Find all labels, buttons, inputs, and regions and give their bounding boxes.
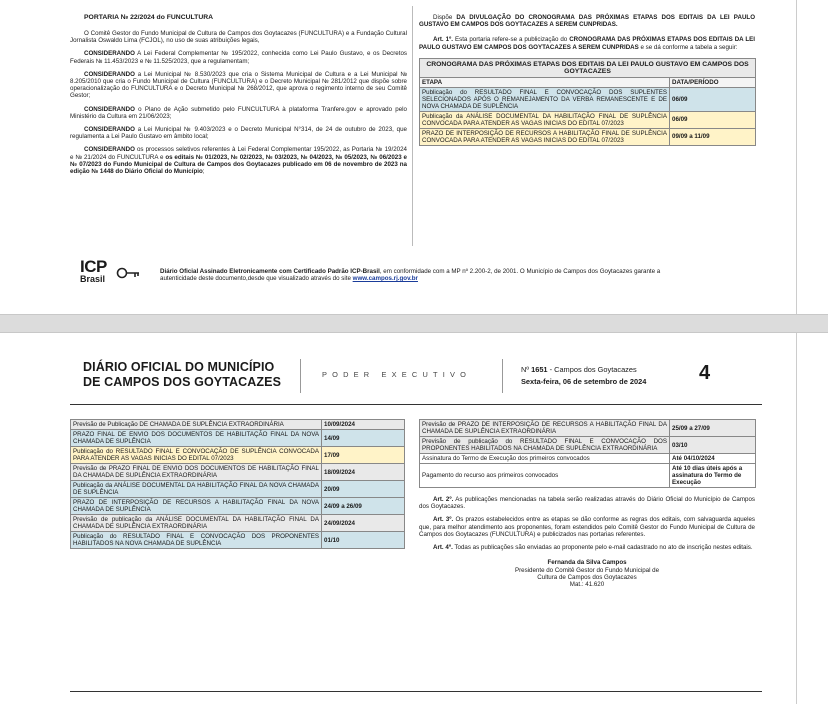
portaria-intro: O Comitê Gestor do Fundo Municipal de Cultura de Campos dos Goytacazes (FUNCULTURA) e a Fundação Cultural Jornalista Oswaldo Lima (FCJOL), no uso de suas atribuições legais, [70,30,407,45]
icp-brasil-logo [80,257,140,290]
art4-paragraph: Art. 4º. Todas as publicações são enviadas ao proponente pelo e-mail cadastrado no ato de inscrição nestes editais. [433,544,753,552]
considerando-2: CONSIDERANDO a Lei Municipal № 8.530/2023 que cria o Sistema Municipal de Cultura e a Lei Municipal № 8.205/2010 que cria o Fundo Municipal de Cultura (FUNCULTURA) e o Decreto Municipal № 281/2012 que dispõe sobre operacionalização do FUNCULTURA e o Decreto Municipal № 268/2012, que aprova o regimento interno de seu Comitê Gestor; [70,70,407,100]
campos-site-link[interactable]: www.campos.rj.gov.br [352,275,418,283]
page-top [0,0,828,314]
portaria-left-column [70,14,407,175]
table-row [420,420,756,437]
certificado-notice: Diário Oficial Assinado Eletronicamente com Certificado Padrão ICP-Brasil, em conformidade com a MP nº 2.200-2, de 2001. O Município de Campos dos Goytacazes garante a autenticidade deste documento,desde que visualizado através do site www.campos.rj.gov.br [160,268,661,283]
data-cell: 24/09/2024 [322,515,405,532]
data-cell: Até 04/10/2024 [670,454,756,464]
diario-masthead [83,360,281,390]
etapa-cell: Previsão de publicação da ANÁLISE DOCUMENTAL DA HABILITAÇÃO FINAL DA CHAMADA DE SUPLÊNCIA EXTRAORDINÁRIA [71,515,322,532]
page-edge [796,333,797,704]
cronograma-table-continued-left [70,419,405,549]
table-row [71,430,405,447]
table-row [420,454,756,464]
edition-number: Nº 1651 - Campos dos Goytacazes [521,365,637,374]
table-row [71,532,405,549]
etapa-cell: Previsão de publicação do RESULTADO FINAL E CONVOCAÇÃO DOS PROPONENTES HABILITADOS NA CHAMADA DE SUPLÊNCIA EXTRAORDINÁRIA [420,437,670,454]
cronograma-table-title: CRONOGRAMA DAS PRÓXIMAS ETAPAS DOS EDITAIS DA LEI PAULO GUSTAVO EM CAMPOS DOS GOYTACAZES [420,58,756,77]
etapa-cell: Previsão de PRAZO FINAL DE ENVIO DOS DOCUMENTOS DE HABILITAÇÃO FINAL DA CHAMADA DE SUPLÊNCIA EXTRAORDINÁRIA [71,464,322,481]
etapa-cell: Publicação da ANÁLISE DOCUMENTAL DA HABILITAÇÃO FINAL DE SUPLÊNCIA CONVOCADA PARA ATENDER AS VAGAS INICIAS DO EDITAL 07/2023 [420,111,670,128]
etapa-cell: Previsão de Publicação DE CHAMADA DE SUPLÊNCIA EXTRAORDINÁRIA [71,420,322,430]
etapa-cell: Publicação do RESULTADO FINAL E CONVOCAÇÃO DOS PROPONENTES HABILITADOS NA NOVA CHAMADA DE SUPLÊNCIA [71,532,322,549]
table-row [420,464,756,488]
data-cell: 25/09 a 27/09 [670,420,756,437]
page-separator [0,314,828,333]
table-row [420,437,756,454]
data-cell: 06/09 [670,111,756,128]
table-row [71,515,405,532]
signatory-role-1: Presidente do Comitê Gestor do Fundo Municipal de [514,566,660,574]
etapa-cell: PRAZO FINAL DE ENVIO DOS DOCUMENTOS DE HABILITAÇÃO FINAL DA NOVA CHAMADA DE SUPLÊNCIA [71,430,322,447]
table-row [71,481,405,498]
table-row [71,464,405,481]
icp-logo-text: ICP [80,257,107,276]
key-icon [116,266,140,280]
signature-block [419,559,755,589]
etapa-cell: Previsão de PRAZO DE INTERPOSIÇÃO DE RECURSOS A HABILITAÇÃO FINAL DA CHAMADA DE SUPLÊNCIA EXTRAORDINÁRIA [420,420,670,437]
signatory-name: Fernanda da Silva Campos [547,559,627,567]
considerando-4: CONSIDERANDO a Lei Municipal № 9.403/2023 e o Decreto Municipal N°314, de 24 de outubro de 2023, que regulamenta a Lei Paulo Gustavo em âmbito local; [70,126,407,141]
table-row [420,111,756,128]
table-row [71,498,405,515]
header-rule [70,404,762,405]
etapa-cell: Pagamento do recurso aos primeiros convocados [420,464,670,488]
right-column [419,419,755,589]
data-cell: 14/09 [322,430,405,447]
data-cell: 01/10 [322,532,405,549]
art1-paragraph: Art. 1º. Esta portaria refere-se a publicização do CRONOGRAMA DAS PRÓXIMAS ETAPAS DOS EDITAIS DA LEI PAULO GUSTAVO EM CAMPOS DOS GOYTACAZES A SEREM CUNPRIDAS e se dá conforme a tabela a seguir: [419,36,755,51]
col-header-data: DATA/PERÍODO [670,77,756,87]
table-row [420,87,756,111]
page-bottom [0,333,828,704]
data-cell: 09/09 a 11/09 [670,128,756,145]
considerando-3: CONSIDERANDO o Plano de Ação submetido pelo FUNCULTURA à plataforma Tranfere.gov e aprovado pelo Ministério da Cultura em 21/06/2023; [70,105,407,120]
masthead-line2: DE CAMPOS DOS GOYTACAZES [83,375,282,389]
table-row [420,128,756,145]
signatory-role-2: Cultura de Campos dos Goytacazes [537,574,637,582]
etapa-cell: PRAZO DE INTERPOSIÇÃO DE RECURSOS A HABILITAÇÃO FINAL DA NOVA CHAMADA DE SUPLÊNCIA [71,498,322,515]
art2-paragraph: Art. 2º. As publicações mencionadas na tabela serão realizadas através do Diário Oficial do Município de Campos dos Goytacazes. [419,496,756,511]
data-cell: 10/09/2024 [322,420,405,430]
etapa-cell: Publicação do RESULTADO FINAL E CONVOCAÇÃO DE SUPLÊNCIA CONVOCADA PARA ATENDER AS VAGAS INICIAS DO EDITAL 07/2023 [71,447,322,464]
col-header-etapa: ETAPA [420,77,670,87]
etapa-cell: PRAZO DE INTERPOSIÇÃO DE RECURSOS A HABILITAÇÃO FINAL DE SUPLÊNCIA CONVOCADA PARA ATENDER AS VAGAS INICIAS DO EDITAL 07/2023 [420,128,670,145]
masthead-line1: DIÁRIO OFICIAL DO MUNICÍPIO [83,360,275,374]
considerando-1: CONSIDERANDO A Lei Federal Complementar № 195/2022, conhecida como Lei Paulo Gustavo, e os Decretos Federais № 11.453/2023 e № 11.525/2023, que a regulamentam; [70,50,407,65]
dispoe-paragraph: Dispõe DA DIVULGAÇÃO DO CRONOGRAMA DAS PRÓXIMAS ETAPAS DOS EDITAIS DA LEI PAULO GUSTAVO EM CAMPOS DOS GOYTACAZES A SEREM CUNPRIDAS. [419,14,756,29]
art3-paragraph: Art. 3º. Os prazos estabelecidos entre as etapas se dão conforme as regras dos editais, com salvaguarda aqueles que, para melhor atendimento aos proponentes, foram estendidos pelo Comitê Gestor do Fundo Municipal de Cultura de Campos dos Goytacazes (FUNCULTURA) e publicizados nas portarias referentes. [419,516,756,538]
table-row [71,420,405,430]
edition-date: Sexta-feira, 06 de setembro de 2024 [521,377,647,386]
data-cell: 17/09 [322,447,405,464]
bottom-rule [70,691,762,692]
header-divider-right [502,359,503,393]
column-divider [412,6,413,246]
poder-executivo: PODER EXECUTIVO [322,370,472,379]
data-cell: Até 10 dias úteis após a assinatura do Termo de Execução [670,464,756,488]
etapa-cell: Assinatura do Termo de Execução dos primeiros convocados [420,454,670,464]
data-cell: 18/09/2024 [322,464,405,481]
portaria-title: PORTARIA № 22/2024 do FUNCULTURA [84,14,214,21]
etapa-cell: Publicação do RESULTADO FINAL E CONVOCAÇÃO DOS SUPLENTES SELECIONADOS APÓS O REMANEJAMENTO DA VERBA REMANESCENTE E DE NOVA CHAMADA DE SUPLÊNCIA [420,87,670,111]
edition-info [521,364,646,388]
table-row [71,447,405,464]
data-cell: 03/10 [670,437,756,454]
page-number: 4 [699,362,711,384]
considerando-5: CONSIDERANDO os processos seletivos referentes à Lei Federal Complementar 195/2022, as Portaria № 19/2024 e № 21/2024 do FUNCULTURA e os editais № 01/2023, № 02/2023, № 03/2023, № 04/2023, № 05/2023, № 06/2023 e № 07/2023 do Fundo Municipal de Cultura de Campos dos Goytacazes publicado em 06 de novembro de 2023 na edição № 1448 do Diário Oficial do Município; [70,146,407,176]
signatory-mat: Mat.: 41.620 [569,581,605,589]
portaria-right-column [419,14,755,146]
cronograma-table-continued-right [419,419,756,488]
etapa-cell: Publicação da ANÁLISE DOCUMENTAL DA HABILITAÇÃO FINAL DA NOVA CHAMADA DE SUPLÊNCIA [71,481,322,498]
data-cell: 06/09 [670,87,756,111]
data-cell: 20/09 [322,481,405,498]
header-divider-left [300,359,301,393]
brasil-logo-text: Brasil [80,274,106,284]
page-edge [796,0,797,314]
data-cell: 24/09 a 26/09 [322,498,405,515]
cronograma-table [419,58,756,146]
